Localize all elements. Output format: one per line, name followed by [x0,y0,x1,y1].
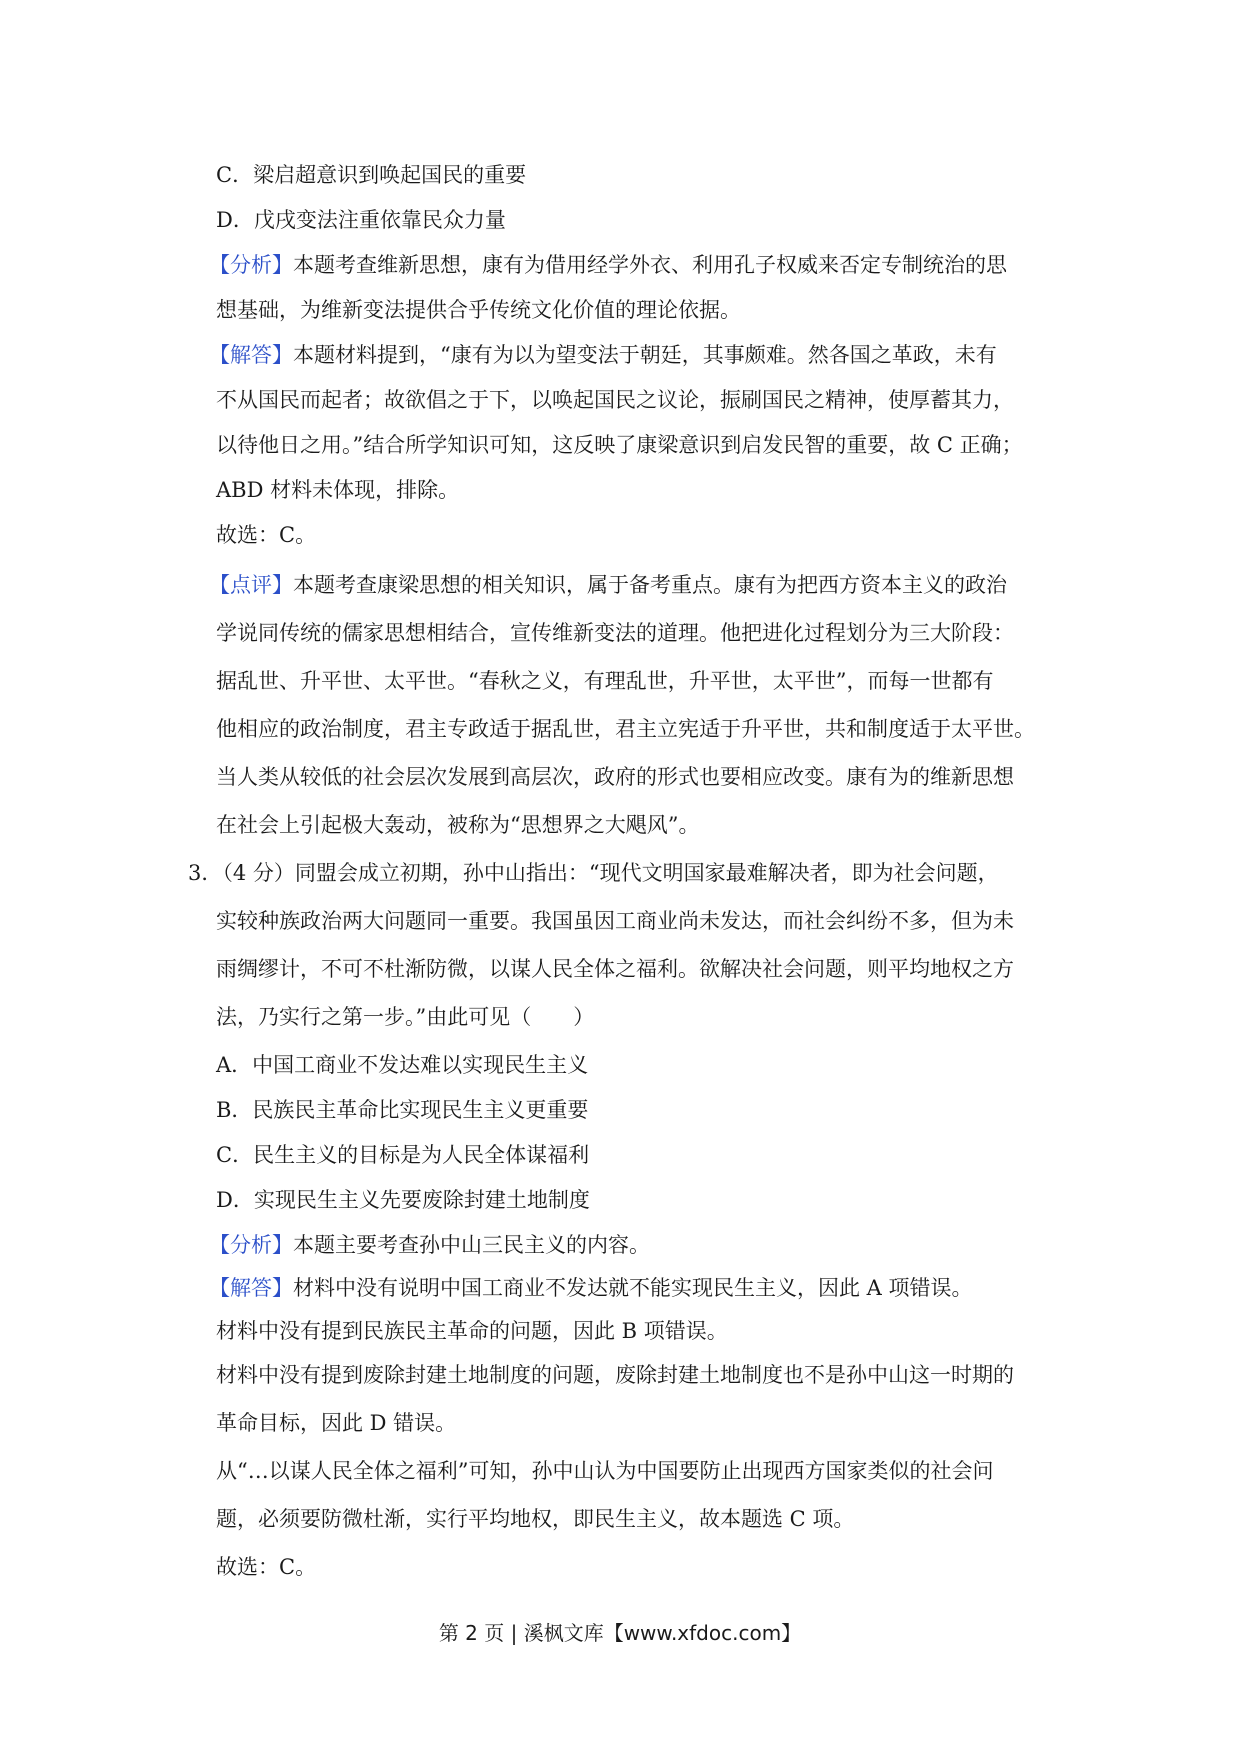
q2-analysis-line [209,250,1007,280]
q3-stem-text-cont: 实较种族政治两大问题同一重要。我国虽因工商业尚未发达，而社会纠纷不多，但为未 [216,909,1014,933]
q2-comment-text-cont: 学说同传统的儒家思想相结合，宣传维新变法的道理。他把进化过程划分为三大阶段： [216,621,1014,645]
q3-answer-line [209,1273,973,1303]
comment-tag: 【点评】 [209,573,293,597]
q3-analysis-text: 本题主要考查孙中山三民主义的内容。 [293,1233,650,1257]
q2-answer-line [209,340,997,370]
q3-option-a: A．中国工商业不发达难以实现民生主义 [216,1053,589,1077]
analysis-tag: 【分析】 [209,253,293,277]
page-footer: 第 2 页 | 溪枫文库【www.xfdoc.com】 [438,1621,802,1645]
analysis-tag: 【分析】 [209,1233,293,1257]
q3-stem-text: （4 分）同盟会成立初期，孙中山指出：“现代文明国家最难解决者，即为社会问题， [222,861,999,885]
answer-tag: 【解答】 [209,1276,293,1300]
q2-analysis-text: 本题考查维新思想，康有为借用经学外衣、利用孔子权威来否定专制统治的思 [293,253,1007,277]
q3-option-b: B．民族民主革命比实现民生主义更重要 [216,1098,589,1122]
q2-comment-text: 本题考查康梁思想的相关知识，属于备考重点。康有为把西方资本主义的政治 [293,573,1007,597]
q3-option-d: D．实现民生主义先要废除封建土地制度 [216,1188,590,1212]
q3-answer-text-cont: 从“…以谋人民全体之福利”可知，孙中山认为中国要防止出现西方国家类似的社会问 [216,1459,994,1483]
q3-answer-text-cont: 革命目标，因此 D 错误。 [216,1411,457,1435]
q2-option-c: C．梁启超意识到唤起国民的重要 [216,163,527,187]
q2-comment-text-cont: 他相应的政治制度，君主专政适于据乱世，君主立宪适于升平世，共和制度适于太平世。 [216,717,1035,741]
q3-option-c: C．民生主义的目标是为人民全体谋福利 [216,1143,590,1167]
q3-stem-text-cont: 法，乃实行之第一步。”由此可见（ ） [216,1005,595,1029]
q2-answer-choice: 故选：C。 [216,523,317,547]
q2-answer-text-cont: ABD 材料未体现，排除。 [216,478,460,502]
q2-answer-text-cont: 不从国民而起者；故欲倡之于下，以唤起国民之议论，振刷国民之精神，使厚蓄其力， [216,388,1014,412]
q2-option-d: D．戊戌变法注重依靠民众力量 [216,208,506,232]
q2-answer-text-cont: 以待他日之用。”结合所学知识可知，这反映了康梁意识到启发民智的重要，故 C 正确； [216,433,1023,457]
q3-stem-line [188,858,999,888]
q2-comment-line [209,570,1007,600]
q3-stem-text-cont: 雨绸缪计，不可不杜渐防微，以谋人民全体之福利。欲解决社会问题，则平均地权之方 [216,957,1014,981]
q3-answer-choice: 故选：C。 [216,1555,317,1579]
q3-answer-text-cont: 材料中没有提到民族民主革命的问题，因此 B 项错误。 [216,1319,728,1343]
answer-tag: 【解答】 [209,343,293,367]
q2-analysis-text-cont: 想基础，为维新变法提供合乎传统文化价值的理论依据。 [216,298,741,322]
q3-answer-text-cont: 材料中没有提到废除封建土地制度的问题，废除封建土地制度也不是孙中山这一时期的 [216,1363,1014,1387]
q2-comment-text-cont: 当人类从较低的社会层次发展到高层次，政府的形式也要相应改变。康有为的维新思想 [216,765,1014,789]
q3-answer-text: 材料中没有说明中国工商业不发达就不能实现民生主义，因此 A 项错误。 [293,1276,973,1300]
q2-comment-text-cont: 据乱世、升平世、太平世。“春秋之义，有理乱世，升平世，太平世”，而每一世都有 [216,669,994,693]
question-number: 3． [188,861,223,885]
q3-answer-text-cont: 题，必须要防微杜渐，实行平均地权，即民生主义，故本题选 C 项。 [216,1507,855,1531]
q2-answer-text: 本题材料提到，“康有为以为望变法于朝廷，其事颇难。然各国之革政，未有 [293,343,997,367]
q3-analysis-line [209,1230,650,1260]
q2-comment-text-cont: 在社会上引起极大轰动，被称为“思想界之大飓风”。 [216,813,700,837]
